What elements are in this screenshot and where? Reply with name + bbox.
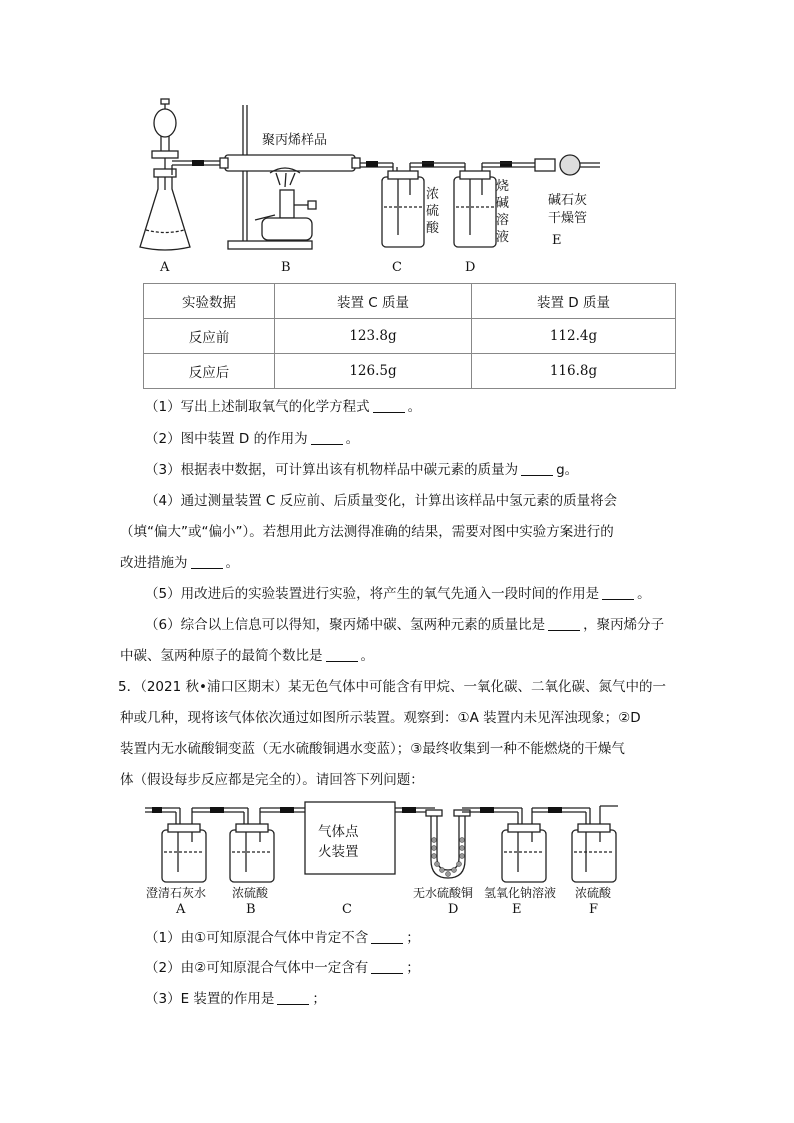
table-row xyxy=(144,319,676,354)
table-row xyxy=(144,354,676,389)
table-header: 装置 C 质量 xyxy=(275,284,472,319)
apparatus-figure-1-drawing xyxy=(130,95,630,280)
question-5-1: （1）由①可知原混合气体中肯定不含 ； xyxy=(145,930,420,946)
question-4-2: （2）图中装置 D 的作用为 。 xyxy=(145,431,360,447)
question-4-4: （4）通过测量装置 C 反应前、后质量变化，计算出该样品中氢元素的质量将会 xyxy=(145,493,618,509)
question-5-line4: 体（假设每步反应都是完全的）。请回答下列问题： xyxy=(120,772,424,788)
fig1-letter-e: E xyxy=(552,233,562,248)
answer-blank[interactable] xyxy=(191,554,223,569)
question-4-6-cont: 中碳、氢两种原子的最简个数比是 。 xyxy=(120,648,374,664)
sample-label: 聚丙烯样品 xyxy=(262,133,328,148)
tube-e-label: 碱石灰 干燥管 xyxy=(548,193,588,226)
apparatus-figure-2 xyxy=(140,800,620,885)
fig2-letter-a: A xyxy=(176,902,186,917)
apparatus-figure-1 xyxy=(130,95,630,280)
table-cell: 116.8g xyxy=(472,354,676,389)
question-5-line2: 种或几种，现将该气体依次通过如图所示装置。观察到：①A 装置内未见浑浊现象；②D xyxy=(120,710,641,726)
fig1-letter-a: A xyxy=(160,260,170,275)
answer-blank[interactable] xyxy=(548,616,580,631)
fig1-letter-b: B xyxy=(281,260,291,275)
answer-blank[interactable] xyxy=(371,959,403,974)
question-4-4-cont2: 改进措施为 。 xyxy=(120,555,239,571)
fig2-reagent-d: 无水硫酸铜 xyxy=(413,886,474,900)
table-cell: 反应前 xyxy=(144,319,275,354)
reagent-c-label: 浓 硫 酸 xyxy=(426,187,440,236)
table-cell: 112.4g xyxy=(472,319,676,354)
table-header: 实验数据 xyxy=(144,284,275,319)
fig2-reagent-e: 氢氧化钠溶液 xyxy=(484,886,557,900)
fig2-letter-d: D xyxy=(448,902,459,917)
question-4-3: （3）根据表中数据，可计算出该有机物样品中碳元素的质量为 g。 xyxy=(145,462,579,478)
answer-blank[interactable] xyxy=(521,461,553,476)
table-cell: 123.8g xyxy=(275,319,472,354)
fig2-reagent-a: 澄清石灰水 xyxy=(146,886,207,900)
table-header: 装置 D 质量 xyxy=(472,284,676,319)
answer-blank[interactable] xyxy=(371,929,403,944)
answer-blank[interactable] xyxy=(602,585,634,600)
table-cell: 126.5g xyxy=(275,354,472,389)
fig2-reagent-f: 浓硫酸 xyxy=(575,886,612,900)
question-5-3: （3）E 装置的作用是 ； xyxy=(145,991,326,1007)
mass-data-table xyxy=(143,283,676,389)
answer-blank[interactable] xyxy=(311,430,343,445)
table-header-row xyxy=(144,284,676,319)
fig2-letter-f: F xyxy=(589,902,599,917)
table-cell: 反应后 xyxy=(144,354,275,389)
fig1-letter-c: C xyxy=(392,260,402,275)
question-4-6: （6）综合以上信息可以得知，聚丙烯中碳、氢两种元素的质量比是 ，聚丙烯分子 xyxy=(145,617,665,633)
fig2-letter-e: E xyxy=(512,902,522,917)
question-5-2: （2）由②可知原混合气体中一定含有 ； xyxy=(145,960,420,976)
fig2-reagent-b: 浓硫酸 xyxy=(232,886,269,900)
question-5-line1: 5．（2021 秋•浦口区期末）某无色气体中可能含有甲烷、一氧化碳、二氧化碳、氮气中的一 xyxy=(118,679,666,695)
question-5-line3: 装置内无水硫酸铜变蓝（无水硫酸铜遇水变蓝）；③最终收集到一种不能燃烧的干燥气 xyxy=(120,741,625,757)
apparatus-figure-2-drawing xyxy=(140,800,620,885)
answer-blank[interactable] xyxy=(373,398,405,413)
fig2-letter-b: B xyxy=(246,902,256,917)
answer-blank[interactable] xyxy=(326,647,358,662)
question-4-1: （1）写出上述制取氧气的化学方程式 。 xyxy=(145,399,422,415)
question-4-4-cont: （填“偏大”或“偏小”）。若想用此方法测得准确的结果，需要对图中实验方案进行的 xyxy=(120,524,614,540)
ignition-device-label: 气体点 火装置 xyxy=(318,824,359,860)
reagent-d-label: 烧 碱 溶 液 xyxy=(496,179,510,245)
question-4-5: （5）用改进后的实验装置进行实验，将产生的氧气先通入一段时间的作用是 。 xyxy=(145,586,651,602)
fig1-letter-d: D xyxy=(465,260,476,275)
answer-blank[interactable] xyxy=(277,990,309,1005)
fig2-letter-c: C xyxy=(342,902,352,917)
